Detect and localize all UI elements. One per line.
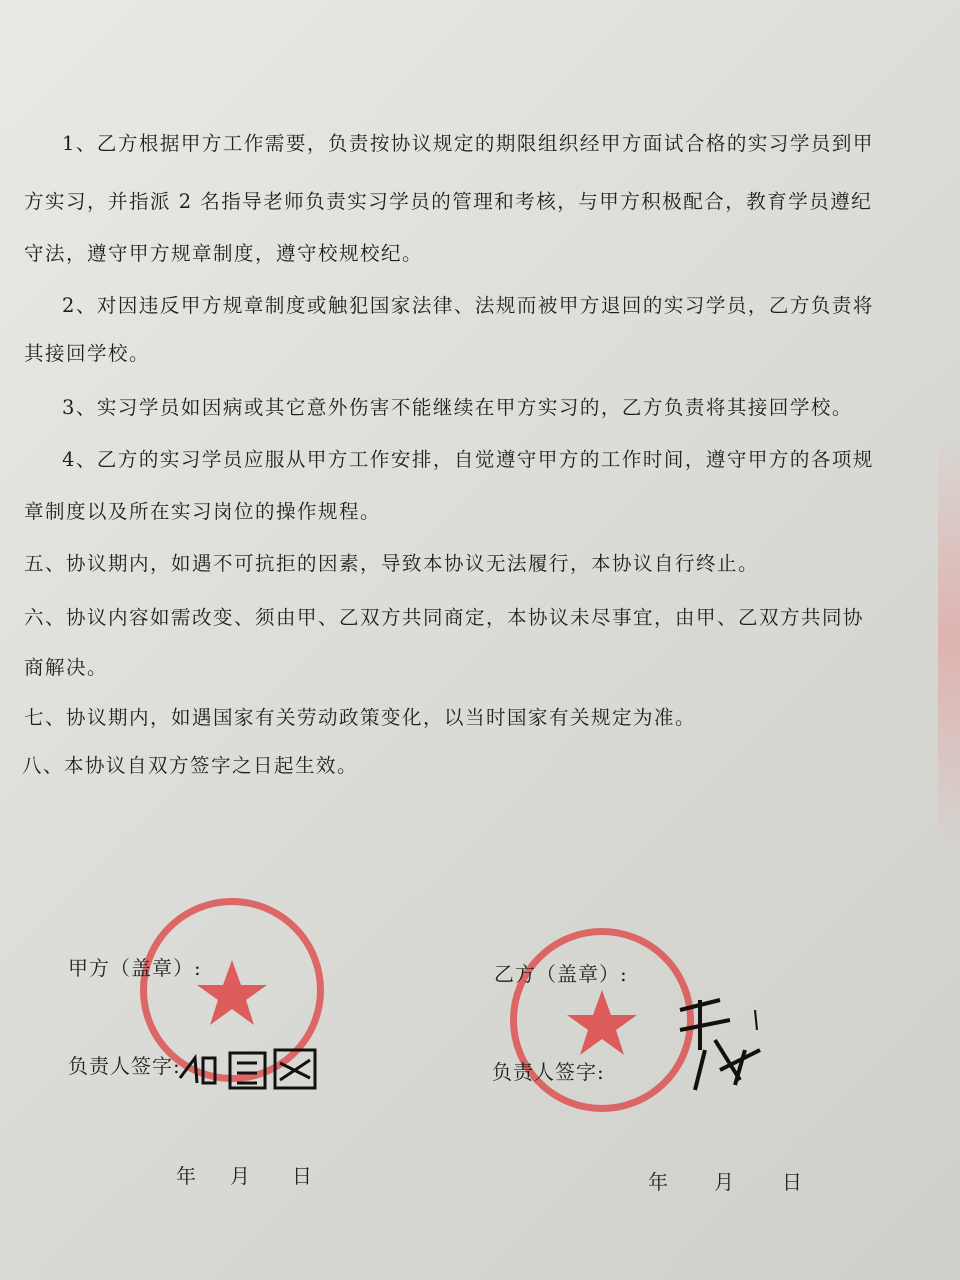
party-b-sign-label: 负责人签字:: [492, 1060, 605, 1084]
section-7: 七、协议期内，如遇国家有关劳动政策变化，以当时国家有关规定为准。: [24, 706, 697, 729]
section-8: 八、本协议自双方签字之日起生效。: [22, 754, 359, 777]
clause-4-line-1: 4、乙方的实习学员应服从甲方工作安排，自觉遵守甲方的工作时间，遵守甲方的各项规: [62, 448, 874, 471]
party-b-date-year: 年: [648, 1170, 668, 1194]
party-a-signature: [175, 1038, 325, 1098]
party-a-sign-label: 负责人签字:: [68, 1054, 181, 1078]
page-edge-shadow: [938, 430, 960, 850]
party-b-signature: [660, 990, 770, 1110]
party-a-date-year: 年: [176, 1164, 196, 1188]
party-b-seal-label: 乙方（盖章）:: [494, 962, 628, 986]
section-5: 五、协议期内，如遇不可抗拒的因素，导致本协议无法履行，本协议自行终止。: [24, 552, 760, 575]
party-a-seal-label: 甲方（盖章）:: [68, 956, 202, 980]
clause-4-line-2: 章制度以及所在实习岗位的操作规程。: [24, 500, 382, 523]
clause-1-line-3: 守法，遵守甲方规章制度，遵守校规校纪。: [24, 242, 424, 265]
party-b-date-month: 月: [714, 1170, 734, 1194]
party-b-date-day: 日: [782, 1170, 802, 1194]
party-a-date-month: 月: [230, 1164, 250, 1188]
clause-3-line-1: 3、实习学员如因病或其它意外伤害不能继续在甲方实习的，乙方负责将其接回学校。: [62, 396, 853, 419]
party-a-date-day: 日: [292, 1164, 312, 1188]
clause-2-line-2: 其接回学校。: [24, 342, 151, 365]
section-6-line-2: 商解决。: [24, 656, 109, 679]
section-6-line-1: 六、协议内容如需改变、须由甲、乙双方共同商定，本协议未尽事宜，由甲、乙双方共同协: [24, 606, 865, 629]
clause-1-line-1: 1、乙方根据甲方工作需要，负责按协议规定的期限组织经甲方面试合格的实习学员到甲: [62, 132, 874, 155]
clause-1-line-2: 方实习，并指派 2 名指导老师负责实习学员的管理和考核，与甲方积极配合，教育学员遵纪: [24, 190, 873, 213]
clause-2-line-1: 2、对因违反甲方规章制度或触犯国家法律、法规而被甲方退回的实习学员，乙方负责将: [62, 294, 874, 317]
